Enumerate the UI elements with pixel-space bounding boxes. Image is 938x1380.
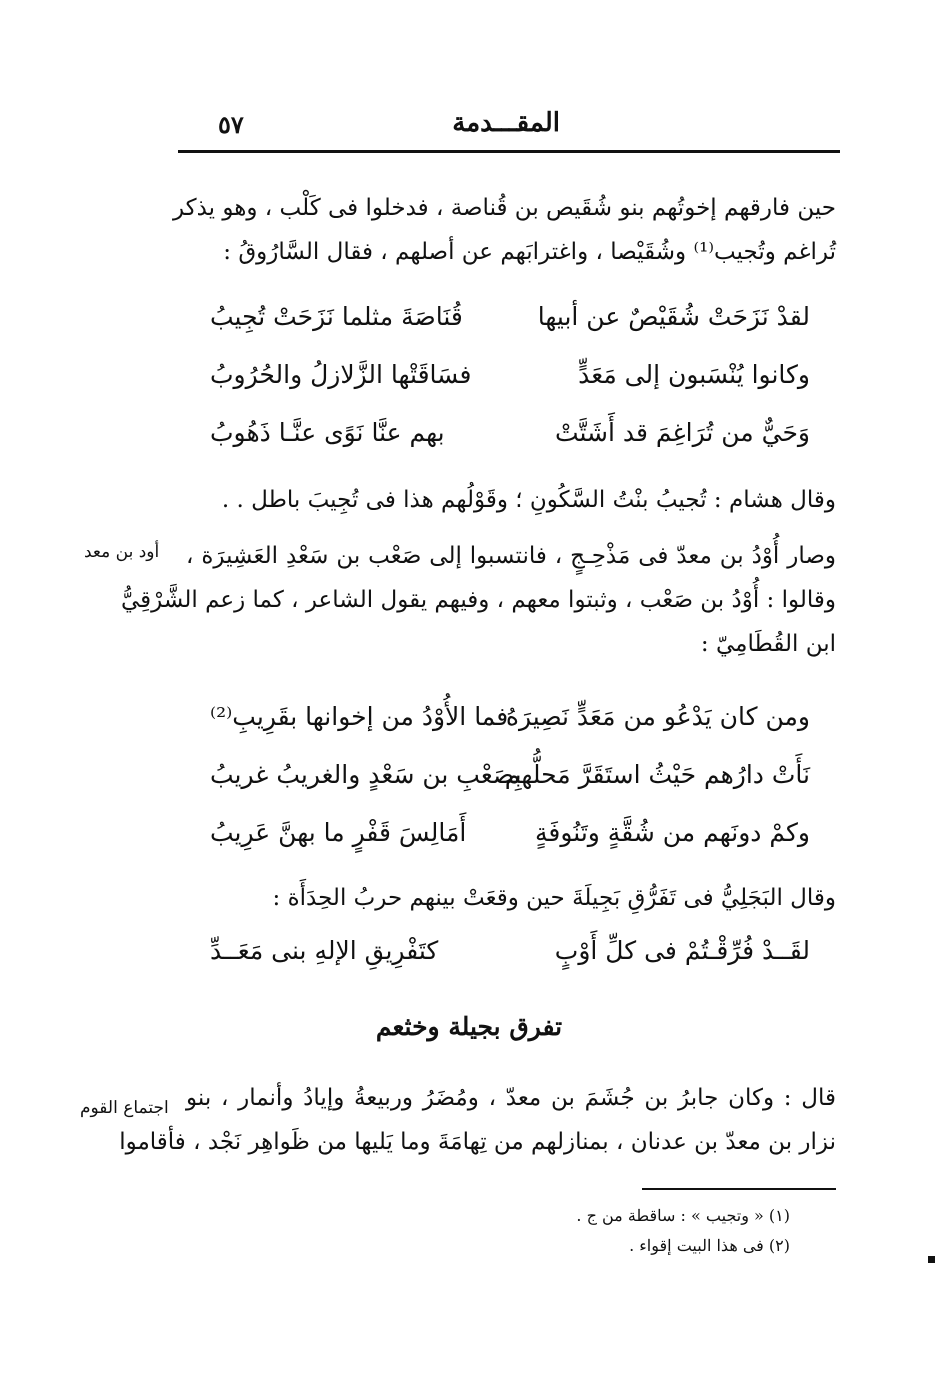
paragraph-line: وقال هشام : تُجيبُ بنْتُ السَّكُونِ ؛ وقَوْلُهم هذا فى تُجِيبَ باطل . . (221, 487, 836, 513)
verse-second-hemistich: فسَاقَتْها الزَّلازلُ والحُرُوبُ (210, 360, 472, 389)
verse-second-hemistich: بِصَعْبِ بن سَعْدٍ والغريبُ غريبُ (210, 760, 522, 789)
paragraph-line: وصار أُوْدُ بن معدّ فى مَذْحِـجٍ ، فانتسبوا إلى صَعْب بن سَعْدِ العَشِيرَة ، (186, 543, 836, 569)
paragraph-line: ابن القُطَامِيّ : (700, 631, 836, 657)
marginal-heading-gathering: اجتماع القوم (80, 1098, 169, 1118)
verse-line (210, 930, 810, 980)
paragraph-awd (121, 534, 836, 666)
paragraph-line: قال : وكان جابرُ بن جُشَمَ بن معدّ ، ومُضَرُ وربيعةُ وإيادُ وأنمار ، بنو (186, 1085, 836, 1111)
verse-second-hemistich: بهم عنَّا نَوًى عنَّـا ذَهُوبُ (210, 418, 445, 447)
verse-first-hemistich: نَأَتْ دارُهم حَيْثُ استَقَرَّ مَحلُّهم (504, 760, 810, 789)
verse-second-hemistich: فما الأُوْدُ من إخوانها بقَرِيبِ⁽²⁾ (210, 702, 509, 731)
verse-line (210, 696, 810, 746)
verse-first-hemistich: ومن كان يَدْعُو من مَعَدٍّ نَصِيرَهُ (505, 702, 810, 731)
marginal-heading-awd: أود بن معد (84, 542, 160, 562)
page-number: ٥٧ (218, 110, 244, 139)
footnote-rule (642, 1188, 836, 1190)
paragraph-intro (172, 186, 836, 274)
verse-first-hemistich: وَحَيٌّ من تُرَاغِمَ قد أَشَتَّتْ (554, 418, 810, 447)
paragraph-bajali (186, 876, 836, 920)
scan-edge-mark (928, 1256, 935, 1263)
verse-second-hemistich: كتَفْرِيقِ الإلهِ بنى مَعَــدِّ (210, 936, 439, 965)
verse-line (210, 412, 810, 462)
running-title: المقـــدمة (452, 108, 560, 138)
verse-first-hemistich: وكانوا يُنْسَبون إلى مَعَدٍّ (578, 360, 810, 389)
paragraph-line: وقال البَجَلِيُّ فى تَفَرُّقِ بَجِيلَةَ حين وقعَتْ بينهم حربُ الحِدَأَة : (272, 885, 836, 911)
verse-first-hemistich: وكمْ دونَهم من شُقَّةٍ وتَنُوفَةٍ (535, 818, 810, 847)
verse-first-hemistich: لقدْ نَزَحَتْ شُقَيْصٌ عن أبيها (537, 302, 810, 331)
footnote-2: (٢) فى هذا البيت إقواء . (629, 1236, 790, 1255)
section-heading: تفرق بجيلة وخثعم (375, 1012, 563, 1041)
verse-line (210, 296, 810, 346)
paragraph-line: تُراغم وتُجيب⁽¹⁾ وشُقَيْصا ، واغترابَهم عن أصلهم ، فقال السَّارُوقُ : (223, 239, 836, 265)
paragraph-line: نزار بن معدّ بن عدنان ، بمنازلهم من تِهامَةَ وما يَليها من ظَواهِر نَجْد ، فأقاموا (119, 1129, 836, 1155)
paragraph-line: حين فارقهم إخوتُهم بنو شُقَيص بن قُناصة ، فدخلوا فى كَلْب ، وهو يذكر (172, 195, 836, 221)
verse-line (210, 812, 810, 862)
verse-line (210, 754, 810, 804)
running-head (178, 100, 840, 148)
paragraph-hisham (186, 478, 836, 522)
header-rule (178, 150, 840, 153)
verse-line (210, 354, 810, 404)
verse-second-hemistich: قُنَاصَةَ مثلما نَزَحَتْ تُجِيبُ (210, 302, 463, 331)
verse-second-hemistich: أَمَالِسَ قَفْرٍ ما بهنَّ عَرِيبُ (210, 818, 467, 847)
paragraph-line: وقالوا : أُوْدُ بن صَعْب ، وثبتوا معهم ، وفيهم يقول الشاعر ، كما زعم الشَّرْقِيُّ (121, 587, 836, 613)
footnote-1: (١) « وتجيب » : ساقطة من ج . (576, 1206, 790, 1225)
verse-first-hemistich: لقَــدْ فُرِّقْـتُمْ فى كلِّ أَوْبٍ (554, 936, 810, 965)
